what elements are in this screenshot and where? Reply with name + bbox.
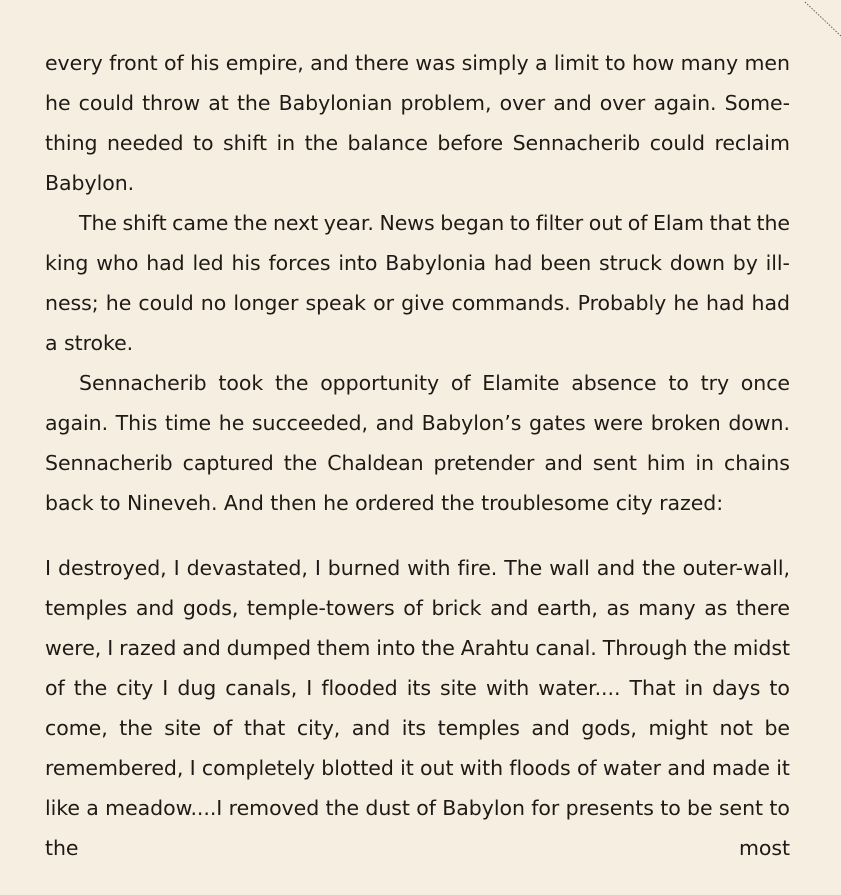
text-line bbox=[45, 443, 790, 483]
paragraph bbox=[45, 363, 790, 523]
word: before bbox=[437, 131, 504, 155]
word: of bbox=[416, 796, 436, 820]
word: outer-wall, bbox=[682, 556, 790, 580]
word: presents bbox=[565, 796, 654, 820]
word: how bbox=[632, 51, 675, 75]
word: troublesome bbox=[481, 491, 616, 515]
word: and bbox=[667, 756, 706, 780]
word: chains bbox=[723, 451, 790, 475]
word: most bbox=[738, 836, 790, 860]
word: gods, bbox=[182, 596, 239, 620]
word: men bbox=[744, 51, 790, 75]
word: had bbox=[146, 251, 185, 275]
word: site bbox=[440, 676, 477, 700]
word: I bbox=[107, 636, 114, 660]
word: the bbox=[274, 371, 309, 395]
word: Elam bbox=[652, 211, 704, 235]
word: into bbox=[376, 636, 416, 660]
paragraph bbox=[45, 203, 790, 363]
word: temples bbox=[437, 716, 520, 740]
word: opportunity bbox=[320, 371, 440, 395]
word: every bbox=[45, 51, 103, 75]
word: come, bbox=[45, 716, 108, 740]
word: many bbox=[638, 596, 696, 620]
word: and bbox=[351, 716, 391, 740]
word: Babylon. bbox=[45, 171, 135, 195]
word: his bbox=[190, 51, 220, 75]
word: the bbox=[325, 796, 360, 820]
word: with bbox=[485, 676, 530, 700]
word: he bbox=[105, 291, 132, 315]
text-line bbox=[45, 588, 790, 628]
word: to bbox=[668, 371, 689, 395]
word: razed bbox=[119, 636, 177, 660]
word: again. bbox=[653, 91, 717, 115]
word: Babylon’s bbox=[421, 411, 522, 435]
word: ness; bbox=[45, 291, 99, 315]
word: it bbox=[400, 756, 414, 780]
word: led bbox=[192, 251, 224, 275]
word: the bbox=[283, 451, 318, 475]
word: to bbox=[605, 51, 626, 75]
word: dust bbox=[365, 796, 410, 820]
word: and bbox=[310, 51, 349, 75]
word: into bbox=[338, 251, 378, 275]
word: of bbox=[576, 756, 597, 780]
word: And bbox=[223, 491, 271, 515]
word: I bbox=[314, 556, 321, 580]
word: then bbox=[270, 491, 324, 515]
word: to bbox=[509, 211, 531, 235]
word: in bbox=[276, 131, 296, 155]
word: a bbox=[534, 51, 548, 75]
word: forces bbox=[268, 251, 331, 275]
word: Through bbox=[602, 636, 688, 660]
word: I bbox=[189, 756, 196, 780]
word: to bbox=[193, 131, 214, 155]
word: canals, bbox=[225, 676, 298, 700]
word: of bbox=[403, 596, 423, 620]
word: and bbox=[490, 596, 529, 620]
word: site bbox=[164, 716, 202, 740]
word: water bbox=[602, 756, 662, 780]
word: limit bbox=[553, 51, 599, 75]
word: Nineveh. bbox=[126, 491, 224, 515]
text-line bbox=[45, 363, 790, 403]
word: no bbox=[200, 291, 227, 315]
word: throw bbox=[142, 91, 201, 115]
word: the bbox=[756, 211, 790, 235]
word: over bbox=[499, 91, 546, 115]
word: earth, bbox=[537, 596, 598, 620]
word: and bbox=[182, 636, 221, 660]
text-line bbox=[45, 788, 790, 828]
word: Sennacherib bbox=[79, 371, 207, 395]
word: front bbox=[109, 51, 158, 75]
word: water.... bbox=[538, 676, 621, 700]
word: out bbox=[588, 211, 623, 235]
word: Arahtu bbox=[460, 636, 530, 660]
word: days bbox=[712, 676, 761, 700]
word: a bbox=[45, 331, 64, 355]
word: he bbox=[45, 91, 71, 115]
word: of bbox=[45, 676, 65, 700]
word: by bbox=[732, 251, 758, 275]
word: fire. bbox=[457, 556, 498, 580]
word: city, bbox=[296, 716, 341, 740]
word: were bbox=[593, 411, 644, 435]
word: and bbox=[544, 451, 583, 475]
word: broken bbox=[650, 411, 721, 435]
word: city bbox=[116, 676, 154, 700]
word: ill- bbox=[765, 251, 790, 275]
word: stroke. bbox=[63, 331, 134, 355]
word: removed bbox=[228, 796, 320, 820]
word: been bbox=[540, 251, 592, 275]
word: sent bbox=[718, 796, 764, 820]
word: him bbox=[646, 451, 686, 475]
word: its bbox=[401, 716, 427, 740]
text-line bbox=[45, 828, 790, 868]
word: Babylonian bbox=[278, 91, 393, 115]
word: at bbox=[208, 91, 229, 115]
word: of bbox=[627, 211, 648, 235]
word: his bbox=[231, 251, 261, 275]
word: he bbox=[673, 291, 699, 315]
word: the bbox=[119, 716, 153, 740]
word: the bbox=[304, 131, 339, 155]
word: like bbox=[45, 796, 80, 820]
word: wall bbox=[549, 556, 590, 580]
word: to bbox=[769, 796, 790, 820]
word: pretender bbox=[433, 451, 535, 475]
word: of bbox=[212, 716, 233, 740]
word: the bbox=[441, 491, 482, 515]
word: again. bbox=[45, 411, 109, 435]
word: that bbox=[709, 211, 751, 235]
word: or bbox=[373, 291, 394, 315]
word: with bbox=[407, 556, 451, 580]
word: gods, bbox=[581, 716, 637, 740]
word: struck bbox=[598, 251, 662, 275]
word: not bbox=[719, 716, 753, 740]
word: down. bbox=[728, 411, 790, 435]
word: many bbox=[680, 51, 739, 75]
word: the bbox=[693, 636, 727, 660]
word: floods bbox=[509, 756, 571, 780]
word: year. bbox=[323, 211, 374, 235]
word: as bbox=[704, 596, 728, 620]
word: to bbox=[660, 796, 681, 820]
word: dumped bbox=[226, 636, 311, 660]
word: gates bbox=[529, 411, 586, 435]
word: I bbox=[306, 676, 313, 700]
text-line bbox=[45, 708, 790, 748]
word: a bbox=[86, 796, 99, 820]
word: and bbox=[375, 411, 415, 435]
word: its bbox=[406, 676, 431, 700]
word: absence bbox=[571, 371, 657, 395]
text-line bbox=[45, 43, 790, 83]
word: simply bbox=[461, 51, 529, 75]
word: as bbox=[606, 596, 630, 620]
word: reclaim bbox=[714, 131, 790, 155]
word: thing bbox=[45, 131, 98, 155]
page-text bbox=[45, 43, 790, 868]
word: destroyed, bbox=[57, 556, 167, 580]
word: in bbox=[695, 451, 714, 475]
word: Elamite bbox=[482, 371, 560, 395]
word: for bbox=[531, 796, 560, 820]
word: needed bbox=[106, 131, 184, 155]
word: them bbox=[316, 636, 371, 660]
word: I bbox=[45, 556, 51, 580]
text-line bbox=[45, 548, 790, 588]
word: flooded bbox=[321, 676, 398, 700]
word: dug bbox=[177, 676, 217, 700]
word: empire, bbox=[225, 51, 304, 75]
word: to bbox=[769, 676, 790, 700]
word: he bbox=[218, 411, 245, 435]
text-line bbox=[45, 668, 790, 708]
word: problem, bbox=[400, 91, 492, 115]
word: the bbox=[45, 836, 79, 860]
word: of bbox=[164, 51, 184, 75]
word: the bbox=[236, 91, 271, 115]
word: Some- bbox=[724, 91, 790, 115]
word: and bbox=[531, 716, 570, 740]
word: time bbox=[165, 411, 212, 435]
text-line bbox=[45, 748, 790, 788]
word: there bbox=[735, 596, 790, 620]
word: commands. bbox=[451, 291, 571, 315]
word: captured bbox=[182, 451, 274, 475]
word: the bbox=[73, 676, 108, 700]
word: razed: bbox=[659, 491, 724, 515]
word: meadow....I bbox=[105, 796, 223, 820]
word: succeeded, bbox=[251, 411, 368, 435]
word: That bbox=[629, 676, 676, 700]
word: he bbox=[323, 491, 356, 515]
word: burned bbox=[327, 556, 401, 580]
word: and bbox=[135, 596, 175, 620]
word: This bbox=[115, 411, 158, 435]
word: back bbox=[45, 491, 100, 515]
word: could bbox=[649, 131, 705, 155]
word: be bbox=[764, 716, 790, 740]
word: next bbox=[272, 211, 319, 235]
text-line bbox=[45, 203, 790, 243]
word: The bbox=[504, 556, 543, 580]
word: I bbox=[162, 676, 169, 700]
word: it bbox=[776, 756, 790, 780]
word: be bbox=[687, 796, 713, 820]
word: down bbox=[669, 251, 725, 275]
block-quote-spacer bbox=[45, 523, 790, 548]
block-quote bbox=[45, 548, 790, 868]
word: The bbox=[79, 211, 117, 235]
word: was bbox=[415, 51, 456, 75]
word: king bbox=[45, 251, 89, 275]
word: who bbox=[96, 251, 139, 275]
word: once bbox=[740, 371, 790, 395]
word: that bbox=[243, 716, 286, 740]
word: with bbox=[459, 756, 504, 780]
word: News bbox=[379, 211, 435, 235]
word: Sennacherib bbox=[512, 131, 641, 155]
word: had bbox=[493, 251, 533, 275]
text-line bbox=[45, 283, 790, 323]
text-line bbox=[45, 123, 790, 163]
word: could bbox=[138, 291, 194, 315]
word: might bbox=[648, 716, 708, 740]
word: longer bbox=[233, 291, 299, 315]
word: Chaldean bbox=[327, 451, 424, 475]
word: brick bbox=[431, 596, 482, 620]
word: I bbox=[173, 556, 180, 580]
word: temple-towers bbox=[246, 596, 395, 620]
word: in bbox=[684, 676, 704, 700]
text-line bbox=[45, 323, 790, 363]
text-line bbox=[45, 628, 790, 668]
text-line bbox=[45, 403, 790, 443]
word: the bbox=[233, 211, 268, 235]
word: out bbox=[420, 756, 454, 780]
paragraph bbox=[45, 43, 790, 203]
word: had bbox=[751, 291, 790, 315]
word: were, bbox=[45, 636, 102, 660]
text-line bbox=[45, 83, 790, 123]
word: could bbox=[78, 91, 134, 115]
page-corner-fold-icon bbox=[801, 0, 841, 40]
word: made bbox=[712, 756, 770, 780]
word: balance bbox=[347, 131, 428, 155]
word: try bbox=[700, 371, 730, 395]
word: had bbox=[705, 291, 745, 315]
word: Sennacherib bbox=[45, 451, 173, 475]
word: sent bbox=[592, 451, 637, 475]
word: give bbox=[401, 291, 445, 315]
word: Probably bbox=[577, 291, 667, 315]
word: remembered, bbox=[45, 756, 184, 780]
word: over bbox=[599, 91, 646, 115]
word: there bbox=[355, 51, 409, 75]
word: to bbox=[99, 491, 127, 515]
word: and bbox=[596, 556, 636, 580]
word: blotted bbox=[321, 756, 394, 780]
word: Babylonia bbox=[385, 251, 487, 275]
word: of bbox=[450, 371, 471, 395]
word: took bbox=[218, 371, 264, 395]
word: shift bbox=[122, 211, 167, 235]
word: began bbox=[440, 211, 505, 235]
text-line bbox=[45, 163, 790, 203]
word: the bbox=[421, 636, 455, 660]
word: shift bbox=[222, 131, 267, 155]
word: temples bbox=[45, 596, 128, 620]
word: ordered bbox=[355, 491, 442, 515]
word: speak bbox=[305, 291, 366, 315]
word: and bbox=[553, 91, 592, 115]
word: canal. bbox=[535, 636, 597, 660]
word: city bbox=[615, 491, 660, 515]
word: completely bbox=[201, 756, 315, 780]
word: filter bbox=[535, 211, 584, 235]
word: the bbox=[642, 556, 676, 580]
word: Babylon bbox=[442, 796, 525, 820]
text-line bbox=[45, 243, 790, 283]
text-line bbox=[45, 483, 790, 523]
word: devastated, bbox=[186, 556, 308, 580]
word: came bbox=[172, 211, 229, 235]
word: midst bbox=[732, 636, 790, 660]
